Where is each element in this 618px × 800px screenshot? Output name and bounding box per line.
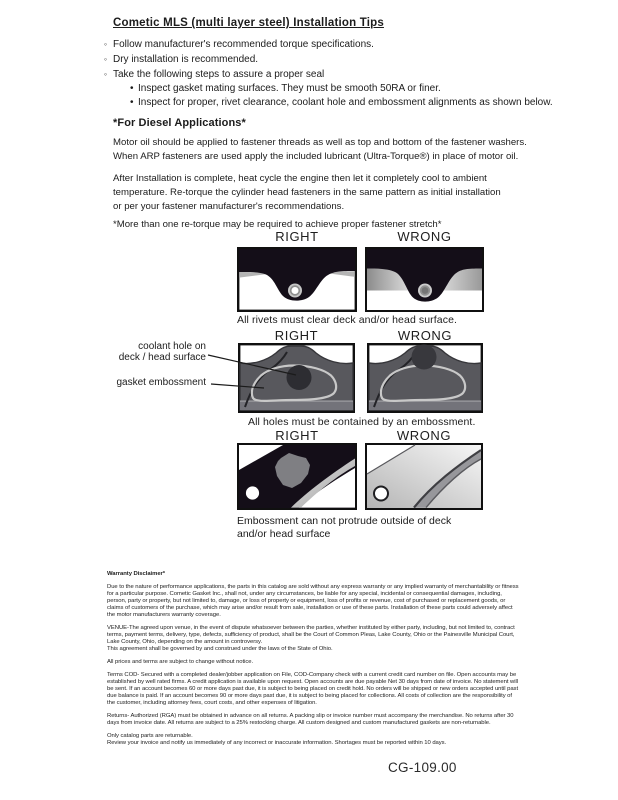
bolt-hole-icon <box>374 487 388 501</box>
filled-bullet-icon: • <box>130 83 134 94</box>
rivet-icon <box>288 284 302 298</box>
coolant-hole-icon <box>412 345 437 370</box>
diesel-paragraph-2 <box>113 172 501 215</box>
list-item-text: Inspect for proper, rivet clearance, coolant hole and embossment alignments as shown below. <box>138 97 553 108</box>
open-bullet-icon: ◦ <box>104 39 108 49</box>
list-item <box>104 52 553 67</box>
paragraph-line: When ARP fasteners are used apply the included lubricant (Ultra-Torque®) in place of motor oil. <box>113 151 519 163</box>
protrusion-diagram-wrong-image <box>365 443 483 510</box>
warranty-paragraph: Only catalog parts are returnable. <box>107 733 193 740</box>
row3-caption <box>237 515 451 541</box>
bottom-band <box>369 402 481 411</box>
list-item <box>130 82 553 96</box>
warranty-paragraph: Due to the nature of performance applications, the parts in this catalog are sold without any express warranty or any implied warranty of merchantability or fitness for a particular purpose. Cometic Gasket Inc., shall not, under any circumstances, be liable for any special, incidental or consequential damages, including, person, party or property, but not limited to, damage, or loss of property or equipment, loss of profits or revenue, cost of purchased or replacement goods, or claims of customers of the purchase, which may arise and/or result from sale, installation or use of these parts. Installation of these parts could adversely affect the motor manufacturers warranty coverage. <box>107 584 519 618</box>
caption-line: Embossment can not protrude outside of deck <box>237 515 452 527</box>
paragraph-line: Motor oil should be applied to fastener threads as well as top and bottom of the fastener washers. <box>113 137 527 148</box>
coolant-hole-icon <box>287 365 312 390</box>
list-item-text: Inspect gasket mating surfaces. They must be smooth 50RA or finer. <box>138 83 441 94</box>
page-title: Cometic MLS (multi layer steel) Installation Tips <box>113 17 384 29</box>
filled-bullet-icon: • <box>130 97 134 108</box>
row1-wrong-label: WRONG <box>397 229 452 244</box>
open-bullet-icon: ◦ <box>104 54 108 64</box>
warranty-heading: Warranty Disclaimer* <box>107 571 166 577</box>
embossment-diagram-wrong-image <box>367 343 483 413</box>
diesel-heading: *For Diesel Applications* <box>113 117 246 129</box>
bolt-hole-icon <box>246 486 259 499</box>
warranty-paragraph: Terms COD- Secured with a completed dealer/jobber application on File, COD-Company check with a current credit card number on file. Open accounts may be established by well rated firms. A credit application is available upon request. Open accounts are due payable Net 30 days from date of invoice. No statement will be sent. If an account becomes 60 or more days past due, it is subject to being placed on credit hold. No orders will be shipped or new orders accepted until past due balance is paid. If an account becomes 90 or more days past due, it is subject to being placed for collections. All costs of collection are the responsibility of the customer, including attorney fees, court costs, and other expenses of litigation. <box>107 672 519 706</box>
row3-right-label: RIGHT <box>275 428 319 443</box>
installation-tips-list <box>104 37 553 110</box>
page-number: CG-109.00 <box>388 760 457 775</box>
retorque-note: *More than one re-torque may be required to achieve proper fastener stretch* <box>113 219 442 230</box>
label-line: coolant hole on <box>138 341 206 352</box>
label-line: deck / head surface <box>118 352 206 363</box>
warranty-paragraph: All prices and terms are subject to change without notice. <box>107 658 254 665</box>
list-item-text: Take the following steps to assure a proper seal <box>113 69 325 80</box>
warranty-paragraph: Review your invoice and notify us immediately of any incorrect or inaccurate information. Shortages must be reported within 10 days. <box>107 740 447 746</box>
row3-wrong-label: WRONG <box>396 428 452 443</box>
rivet-diagram-right-image <box>237 247 357 312</box>
row1-caption: All rivets must clear deck and/or head surface. <box>237 314 458 326</box>
row2-wrong-label: WRONG <box>397 328 453 343</box>
caption-line: and/or head surface <box>237 528 331 540</box>
coolant-hole-label <box>108 341 206 363</box>
list-item <box>104 37 553 52</box>
rivet-diagram-wrong-image <box>365 247 484 312</box>
bottom-band <box>240 402 353 411</box>
row2-caption: All holes must be contained by an embossment. <box>248 416 476 428</box>
gasket-embossment-label: gasket embossment <box>116 377 206 388</box>
warranty-paragraph: VENUE-The agreed upon venue, in the event of dispute whatsoever between the parties, whether instituted by either party, including, but not limited to, contract terms, payment terms, delivery, type, defects, sufficiency of product, shall be the Court of Common Pleas, Lake County, Ohio or the Painesville Municipal Court, Lake County, Ohio, depending on the amount in controversy. <box>107 625 515 645</box>
paragraph-line: After Installation is complete, heat cycle the engine then let it completely cool to ambient <box>113 173 487 184</box>
list-item-text: Follow manufacturer's recommended torque specifications. <box>113 39 374 50</box>
list-item-text: Dry installation is recommended. <box>113 54 259 65</box>
warranty-paragraph: Returns- Authorized (RGA) must be obtained in advance on all returns. A packing slip or invoice number must accompany the merchandise. No returns after 30 days from invoice date. All returns are subject to a 25% restocking charge. All custom designed and custom manufactured gaskets are non-returnable. <box>107 712 514 726</box>
warranty-disclaimer <box>107 571 521 753</box>
list-item <box>104 67 553 82</box>
paragraph-line: temperature. Re-torque the cylinder head fasteners in the same pattern as initial installation <box>113 187 501 199</box>
open-bullet-icon: ◦ <box>104 69 108 79</box>
diesel-paragraph-1 <box>113 136 527 164</box>
row2-right-label: RIGHT <box>274 328 319 343</box>
list-item <box>130 96 553 110</box>
embossment-diagram-right-image <box>238 343 355 413</box>
rivet-icon <box>418 284 432 298</box>
warranty-paragraph: This agreement shall be governed by and construed under the laws of the State of Ohio. <box>107 645 333 652</box>
row1-right-label: RIGHT <box>275 229 319 244</box>
protrusion-diagram-right-image <box>237 443 357 510</box>
paragraph-line: or per your fastener manufacturer's recommendations. <box>113 201 345 213</box>
